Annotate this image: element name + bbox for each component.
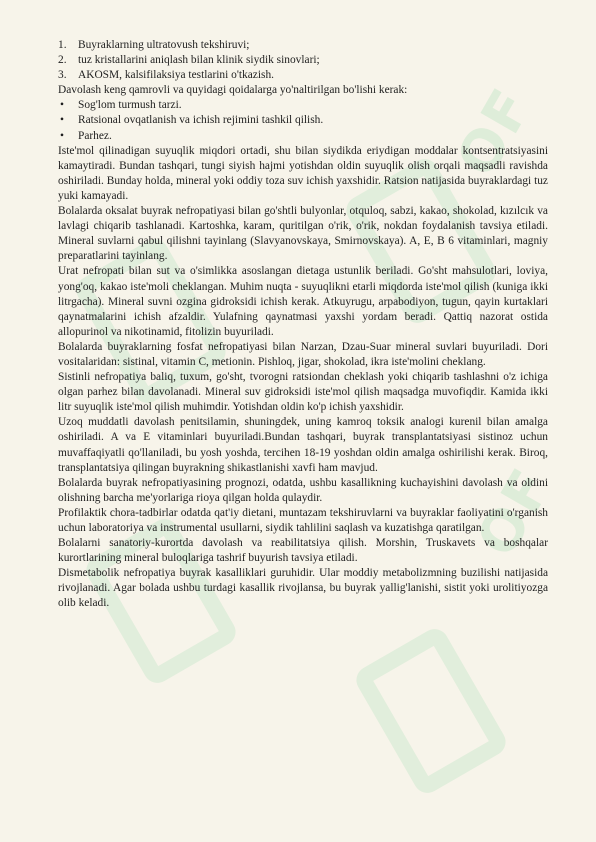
list-item-text: tuz kristallarini aniqlash bilan klinik siydik sinovlari;: [78, 54, 320, 67]
list-item: [58, 38, 548, 53]
paragraph: Bolalarda buyraklarning fosfat nefropatiyasi bilan Narzan, Dzau-Suar mineral suvlari buyuriladi. Dori vositalaridan: sistinal, vitamin C, metionin. Pishloq, jigar, shokolad, ikra iste'molini cheklang.: [58, 340, 548, 368]
list-item-text: Buyraklarning ultratovush tekshiruvi;: [78, 39, 250, 51]
paragraph: Profilaktik chora-tadbirlar odatda qat'iy dietani, muntazam tekshiruvlarni va buyraklar faoliyatini o'rganish uchun laboratoriya va instrumental usullarni, siydik tahlilini saqlash va kuzatishga qaratilgan.: [58, 506, 548, 534]
paragraph: Bolalarda oksalat buyrak nefropatiyasi bilan go'shtli bulyonlar, otquloq, sabzi, kakao, shokolad, kızılcık va lavlagi chiqarib tashlanadi. Kartoshka, karam, quritilgan o'rik, o'rik, nokdan foydalanish tavsiya etiladi. Mineral suvlarni qabul qilishni tayinlang (Slavyanovskaya, Smirnovskaya). A, E, B 6 vitaminlari, magniy preparatlarini tayinlang.: [58, 205, 548, 263]
list-item: [58, 68, 548, 83]
paragraph: Iste'mol qilinadigan suyuqlik miqdori ortadi, shu bilan siydikda eriydigan moddalar kontsentratsiyasini kamaytiradi. Bundan tashqari, tungi siyish hajmi yotishdan oldin suyuqlik olish orqali maqsadli ravishda oshiriladi. Bunday holda, mineral yoki oddiy toza suv ichish yaxshidir. Ratsion natijasida buyraklardagi tuz yuki kamayadi.: [58, 144, 548, 202]
paragraph: Sistinli nefropatiya baliq, tuxum, go'sht, tvorogni ratsiondan cheklash yoki chiqarib tashlashni o'z ichiga olgan parhez bilan davolanadi. Mineral suv gidroksidi iste'mol qilish maqsadga muvofiqdir. Kamida ikki litr suyuqlik iste'mol qilish muhimdir. Yotishdan oldin ko'p ichish yaxshidir.: [58, 371, 548, 414]
watermark-text: OF: [444, 77, 546, 188]
paragraph: Bolalarni sanatoriy-kurortda davolash va reabilitatsiya qilish. Morshin, Truskavets va boshqalar kurortlarining mineral buloqlariga tashrif buyurish tavsiya etiladi.: [58, 537, 548, 565]
paragraph: Uzoq muddatli davolash penitsilamin, shuningdek, uning kamroq toksik analogi kurenil bilan amalga oshiriladi. A va E vitaminlari buyuriladi.Bundan tashqari, buyrak transplantatsiyasi sistinoz uchun muvaffaqiyatli qo'llaniladi, bu yosh yoshda, tercihen 18-19 yoshdan oldin amalga oshirilishi kerak. Biroq, transplantatsiya qilingan buyrakning shikastlanishi xavfi ham mavjud.: [58, 416, 548, 474]
list-number: 3.: [58, 69, 67, 82]
list-number: 1.: [58, 39, 67, 51]
paragraph: Bolalarda buyrak nefropatiyasining prognozi, odatda, ushbu kasallikning kuchayishini davolash va oldini olishning barcha me'yorlariga rioya qilgan holda qulaydir.: [58, 476, 548, 504]
list-number: 2.: [58, 54, 67, 67]
list-item-text: Sog'lom turmush tarzi.: [78, 99, 182, 112]
list-item: [58, 129, 548, 144]
paragraph: Dismetabolik nefropatiya buyrak kasalliklari guruhidir. Ular moddiy metabolizmning buzilishi natijasida rivojlanadi. Agar bolada ushbu turdagi kasallik rivojlansa, bu buyrak yallig'lanishi, sistit yoki urolitiyozga olib keladi.: [58, 567, 548, 610]
bullet-icon: •: [60, 129, 64, 142]
list-item-text: AKOSM, kalsifilaksiya testlarini o'tkazish.: [78, 69, 274, 82]
watermark-logo-icon: [351, 624, 510, 798]
watermark-text: OF: [464, 457, 566, 568]
paragraph: Urat nefropati bilan sut va o'simlikka asoslangan dietaga ustunlik beriladi. Go'sht mahsulotlari, loviya, yong'oq, kakao iste'moli cheklangan. Muhim nuqta - suyuqlikni etarli miqdorda iste'mol qilish (kuniga ikki litrgacha). Mineral suvni ozgina gidroksidi ichish kerak. Atkuyrugu, arpabodiyon, tugun, qayin kurtaklari qaynatmalarini ichish afzaldir. Yulafning qaynatmasi yaxshi yordam beradi. Qattiq nazorat ostida allopurinol va nikotinamid, fitolizin buyuriladi.: [58, 265, 548, 338]
list-item-text: Parhez.: [78, 129, 112, 142]
document-body: [58, 38, 548, 612]
intro-paragraph: Davolash keng qamrovli va quyidagi qoidalarga yo'naltirilgan bo'lishi kerak:: [58, 84, 408, 97]
numbered-list: [58, 38, 548, 83]
list-item-text: Ratsional ovqatlanish va ichish rejimini tashkil qilish.: [78, 114, 324, 127]
list-item: [58, 53, 548, 68]
bullet-icon: •: [60, 99, 64, 112]
list-item: [58, 113, 548, 128]
bullet-icon: •: [60, 114, 64, 127]
list-item: [58, 98, 548, 113]
bullet-list: [58, 98, 548, 143]
